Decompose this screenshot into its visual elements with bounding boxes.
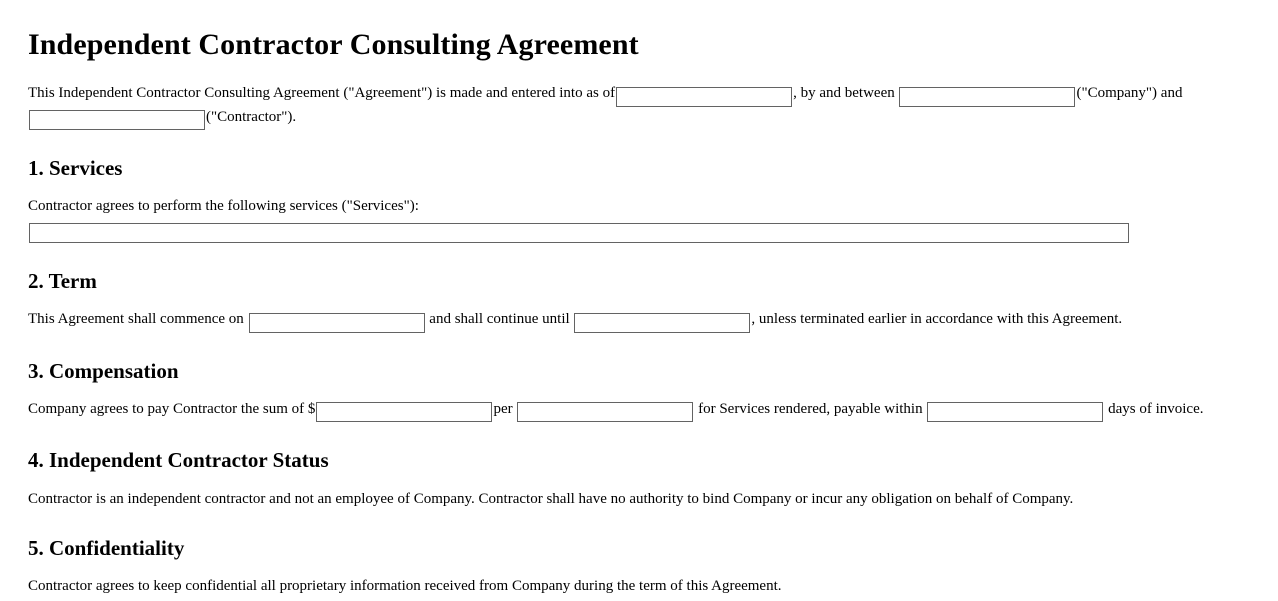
page-title: Independent Contractor Consulting Agreement: [28, 28, 639, 61]
compensation-text-after-days: days of invoice.: [1108, 400, 1204, 417]
section-heading-status: 4. Independent Contractor Status: [28, 448, 329, 473]
compensation-text-after-period: for Services rendered, payable within: [698, 400, 923, 417]
payment-days-input[interactable]: [927, 402, 1103, 422]
contractor-name-input[interactable]: [29, 110, 205, 130]
intro-text-before-date: This Independent Contractor Consulting Agreement ("Agreement") is made and entered into as of: [28, 85, 616, 101]
agreement-date-input[interactable]: [616, 87, 792, 107]
term-text-before-start: This Agreement shall commence on: [28, 311, 244, 328]
compensation-amount-input[interactable]: [316, 402, 492, 422]
term-text-after-end: , unless terminated earlier in accordance with this Agreement.: [751, 311, 1123, 328]
compensation-text-before-amount: Company agrees to pay Contractor the sum of $: [28, 400, 316, 417]
term-text-middle: and shall continue until: [429, 311, 570, 328]
intro-text-after-company: ("Company") and: [1076, 85, 1183, 101]
section-heading-services: 1. Services: [28, 156, 123, 180]
term-paragraph: [28, 309, 1250, 333]
section-heading-confidentiality: 5. Confidentiality: [28, 535, 185, 560]
term-start-date-input[interactable]: [249, 313, 425, 333]
status-paragraph: Contractor is an independent contractor and not an employee of Company. Contractor shall have no authority to bind Company or incur any obligation on behalf of Company.: [28, 490, 1074, 507]
compensation-period-input[interactable]: [517, 402, 693, 422]
section-heading-compensation: 3. Compensation: [28, 358, 179, 383]
section-heading-term: 2. Term: [28, 269, 97, 294]
company-name-input[interactable]: [899, 87, 1075, 107]
intro-text-after-contractor: ("Contractor").: [206, 108, 297, 125]
confidentiality-paragraph: Contractor agrees to keep confidential all proprietary information received from Company during the term of this Agreement.: [28, 577, 782, 594]
compensation-text-per: per: [493, 400, 513, 417]
compensation-paragraph: [28, 399, 1250, 423]
services-label: Contractor agrees to perform the following services ("Services"):: [28, 198, 419, 215]
services-description-input[interactable]: [29, 223, 1129, 243]
term-end-date-input[interactable]: [574, 313, 750, 333]
intro-text-after-date: , by and between: [793, 85, 895, 101]
intro-paragraph: [28, 83, 1250, 130]
